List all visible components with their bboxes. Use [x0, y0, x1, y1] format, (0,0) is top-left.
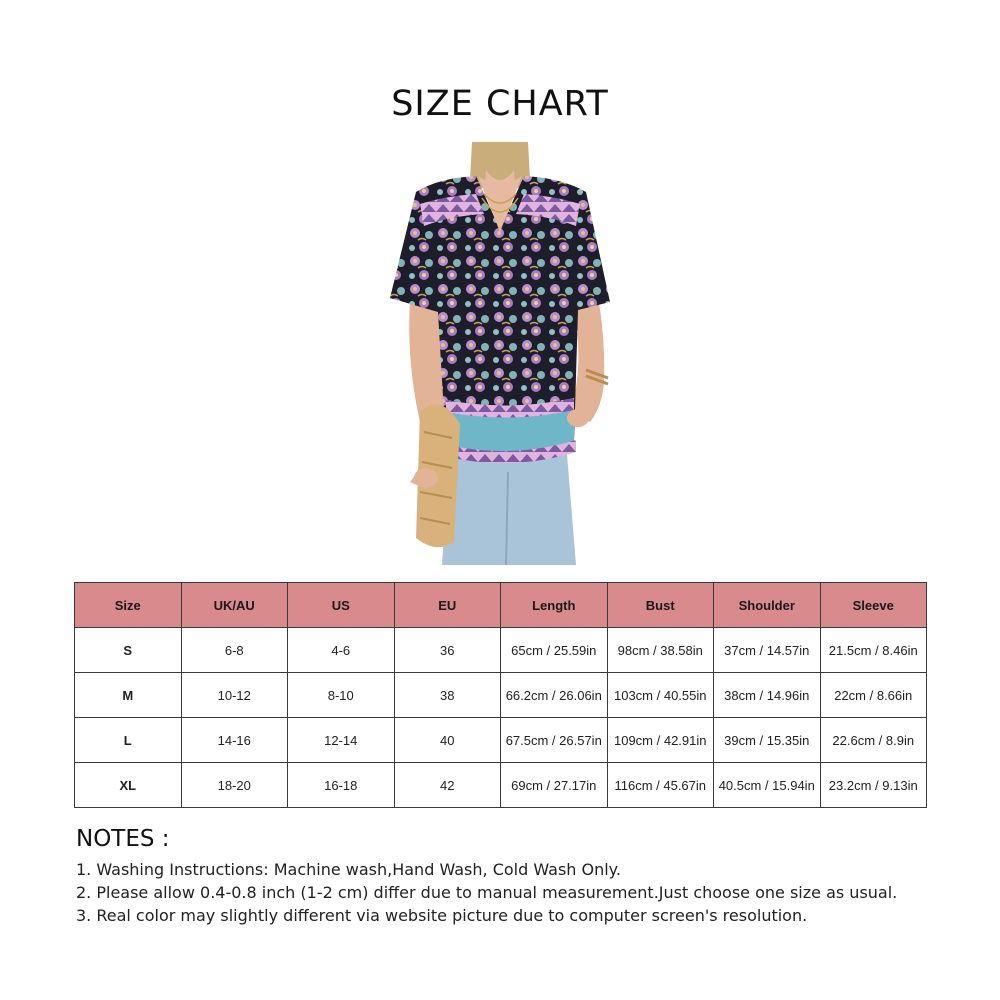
notes-title: NOTES : [76, 826, 170, 852]
table-cell: L [75, 718, 182, 763]
note-item: 3. Real color may slightly different via website picture due to computer screen's resolution. [76, 906, 808, 925]
table-cell: 16-18 [288, 763, 395, 808]
table-cell: 103cm / 40.55in [607, 673, 714, 718]
table-cell: 109cm / 42.91in [607, 718, 714, 763]
table-cell: M [75, 673, 182, 718]
table-cell: 10-12 [181, 673, 288, 718]
model-illustration [380, 142, 620, 565]
header-length: Length [501, 583, 608, 628]
table-cell: 14-16 [181, 718, 288, 763]
table-cell: 22.6cm / 8.9in [820, 718, 927, 763]
header-shoulder: Shoulder [714, 583, 821, 628]
table-cell: S [75, 628, 182, 673]
header-bust: Bust [607, 583, 714, 628]
table-cell: 18-20 [181, 763, 288, 808]
note-item: 1. Washing Instructions: Machine wash,Hand Wash, Cold Wash Only. [76, 860, 621, 879]
table-cell: 38 [394, 673, 501, 718]
table-cell: 67.5cm / 26.57in [501, 718, 608, 763]
table-cell: 42 [394, 763, 501, 808]
table-cell: XL [75, 763, 182, 808]
product-photo [380, 142, 620, 565]
table-cell: 65cm / 25.59in [501, 628, 608, 673]
table-cell: 23.2cm / 9.13in [820, 763, 927, 808]
table-cell: 116cm / 45.67in [607, 763, 714, 808]
table-cell: 98cm / 38.58in [607, 628, 714, 673]
table-cell: 12-14 [288, 718, 395, 763]
table-cell: 6-8 [181, 628, 288, 673]
table-cell: 38cm / 14.96in [714, 673, 821, 718]
table-cell: 40.5cm / 15.94in [714, 763, 821, 808]
table-cell: 40 [394, 718, 501, 763]
table-row [75, 718, 927, 763]
table-cell: 66.2cm / 26.06in [501, 673, 608, 718]
page-title: SIZE CHART [391, 84, 609, 124]
table-cell: 69cm / 27.17in [501, 763, 608, 808]
table-row [75, 763, 927, 808]
header-sleeve: Sleeve [820, 583, 927, 628]
table-cell: 37cm / 14.57in [714, 628, 821, 673]
notes-section [76, 826, 956, 927]
table-cell: 8-10 [288, 673, 395, 718]
header-eu: EU [394, 583, 501, 628]
table-cell: 21.5cm / 8.46in [820, 628, 927, 673]
note-item: 2. Please allow 0.4-0.8 inch (1-2 cm) differ due to manual measurement.Just choose one size as usual. [76, 883, 898, 902]
table-cell: 22cm / 8.66in [820, 673, 927, 718]
table-cell: 36 [394, 628, 501, 673]
table-cell: 39cm / 15.35in [714, 718, 821, 763]
size-chart-table [74, 582, 927, 808]
table-cell: 4-6 [288, 628, 395, 673]
table-row [75, 673, 927, 718]
header-size: Size [75, 583, 182, 628]
table-row [75, 628, 927, 673]
header-uk-au: UK/AU [181, 583, 288, 628]
table-header-row [75, 583, 927, 628]
header-us: US [288, 583, 395, 628]
